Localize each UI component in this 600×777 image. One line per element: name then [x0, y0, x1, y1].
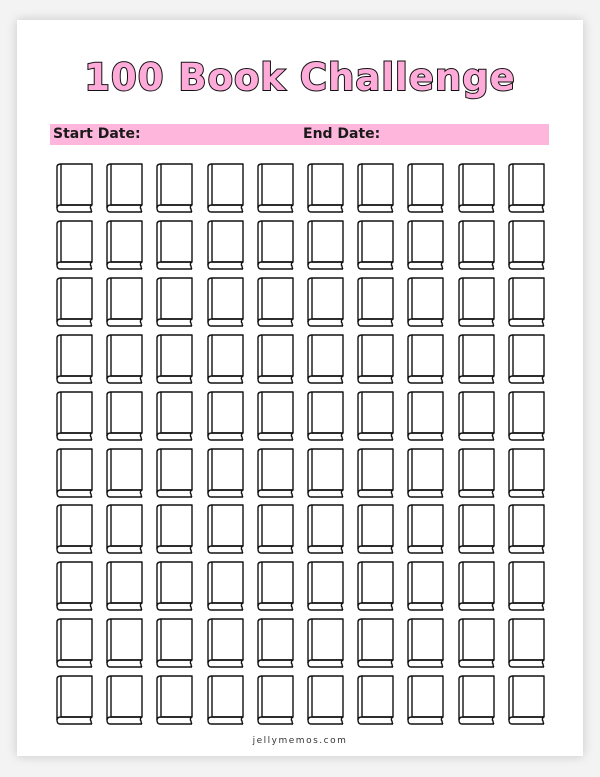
book-icon: [155, 163, 195, 213]
book-icon: [105, 391, 145, 441]
book-icon: [256, 391, 296, 441]
book-icon: [356, 334, 396, 384]
printable-page: [17, 20, 583, 756]
book-icon: [256, 277, 296, 327]
end-date-label: End Date:: [303, 126, 381, 142]
book-icon: [256, 448, 296, 498]
book-icon: [507, 448, 547, 498]
book-icon: [457, 163, 497, 213]
book-icon: [155, 220, 195, 270]
book-icon: [206, 618, 246, 668]
date-bar: [50, 124, 549, 145]
book-icon: [457, 448, 497, 498]
book-icon: [406, 504, 446, 554]
book-icon: [406, 334, 446, 384]
book-icon: [256, 504, 296, 554]
book-icon: [406, 448, 446, 498]
book-icon: [356, 448, 396, 498]
book-icon: [206, 504, 246, 554]
book-icon: [306, 448, 346, 498]
book-icon: [507, 163, 547, 213]
book-icon: [55, 675, 95, 725]
book-icon: [55, 391, 95, 441]
book-icon: [457, 391, 497, 441]
book-icon: [356, 561, 396, 611]
book-icon: [155, 561, 195, 611]
book-icon: [457, 277, 497, 327]
book-icon: [256, 163, 296, 213]
book-icon: [406, 163, 446, 213]
book-icon: [155, 504, 195, 554]
book-icon: [406, 220, 446, 270]
book-icon: [356, 163, 396, 213]
book-icon: [457, 334, 497, 384]
book-icon: [155, 277, 195, 327]
book-icon: [206, 277, 246, 327]
book-icon: [356, 391, 396, 441]
book-icon: [406, 675, 446, 725]
book-icon: [206, 391, 246, 441]
book-icon: [406, 618, 446, 668]
book-icon: [55, 277, 95, 327]
book-icon: [306, 334, 346, 384]
book-icon: [206, 334, 246, 384]
book-icon: [256, 618, 296, 668]
book-icon: [507, 504, 547, 554]
book-icon: [457, 561, 497, 611]
book-icon: [155, 334, 195, 384]
book-icon: [507, 391, 547, 441]
book-icon: [155, 675, 195, 725]
footer-website: jellymemos.com: [252, 736, 348, 746]
book-icon: [105, 220, 145, 270]
book-icon: [306, 163, 346, 213]
book-icon: [306, 561, 346, 611]
book-icon: [55, 163, 95, 213]
book-icon: [105, 448, 145, 498]
book-icon: [105, 618, 145, 668]
book-icon: [256, 561, 296, 611]
book-icon: [55, 334, 95, 384]
book-icon: [356, 504, 396, 554]
page-title: 100 Book Challenge: [84, 56, 516, 99]
book-icon: [105, 334, 145, 384]
book-icon: [155, 391, 195, 441]
book-icon: [55, 561, 95, 611]
book-icon: [206, 675, 246, 725]
book-icon: [306, 391, 346, 441]
book-icon: [406, 277, 446, 327]
book-icon: [507, 277, 547, 327]
book-icon: [457, 618, 497, 668]
book-icon: [55, 618, 95, 668]
book-icon: [306, 618, 346, 668]
book-icon: [356, 618, 396, 668]
book-icon: [507, 334, 547, 384]
book-icon: [256, 220, 296, 270]
book-icon: [206, 448, 246, 498]
book-icon: [356, 220, 396, 270]
book-icon: [306, 220, 346, 270]
book-icon: [356, 277, 396, 327]
book-icon: [457, 504, 497, 554]
book-icon: [105, 675, 145, 725]
book-icon: [507, 675, 547, 725]
book-icon: [155, 618, 195, 668]
start-date-label: Start Date:: [53, 126, 141, 142]
book-icon: [206, 561, 246, 611]
book-icon: [206, 163, 246, 213]
book-icon: [105, 277, 145, 327]
book-icon: [105, 163, 145, 213]
book-icon: [507, 220, 547, 270]
book-icon: [256, 675, 296, 725]
book-icon: [507, 618, 547, 668]
book-icon: [457, 675, 497, 725]
book-icon: [256, 334, 296, 384]
book-icon: [155, 448, 195, 498]
book-icon: [105, 504, 145, 554]
book-icon: [406, 391, 446, 441]
book-icon: [457, 220, 497, 270]
book-icon: [55, 504, 95, 554]
book-icon: [356, 675, 396, 725]
book-icon: [306, 504, 346, 554]
book-icon: [206, 220, 246, 270]
book-icon: [507, 561, 547, 611]
book-icon: [105, 561, 145, 611]
book-icon: [55, 448, 95, 498]
book-icon: [55, 220, 95, 270]
book-icon: [306, 277, 346, 327]
book-icon: [306, 675, 346, 725]
book-icon: [406, 561, 446, 611]
